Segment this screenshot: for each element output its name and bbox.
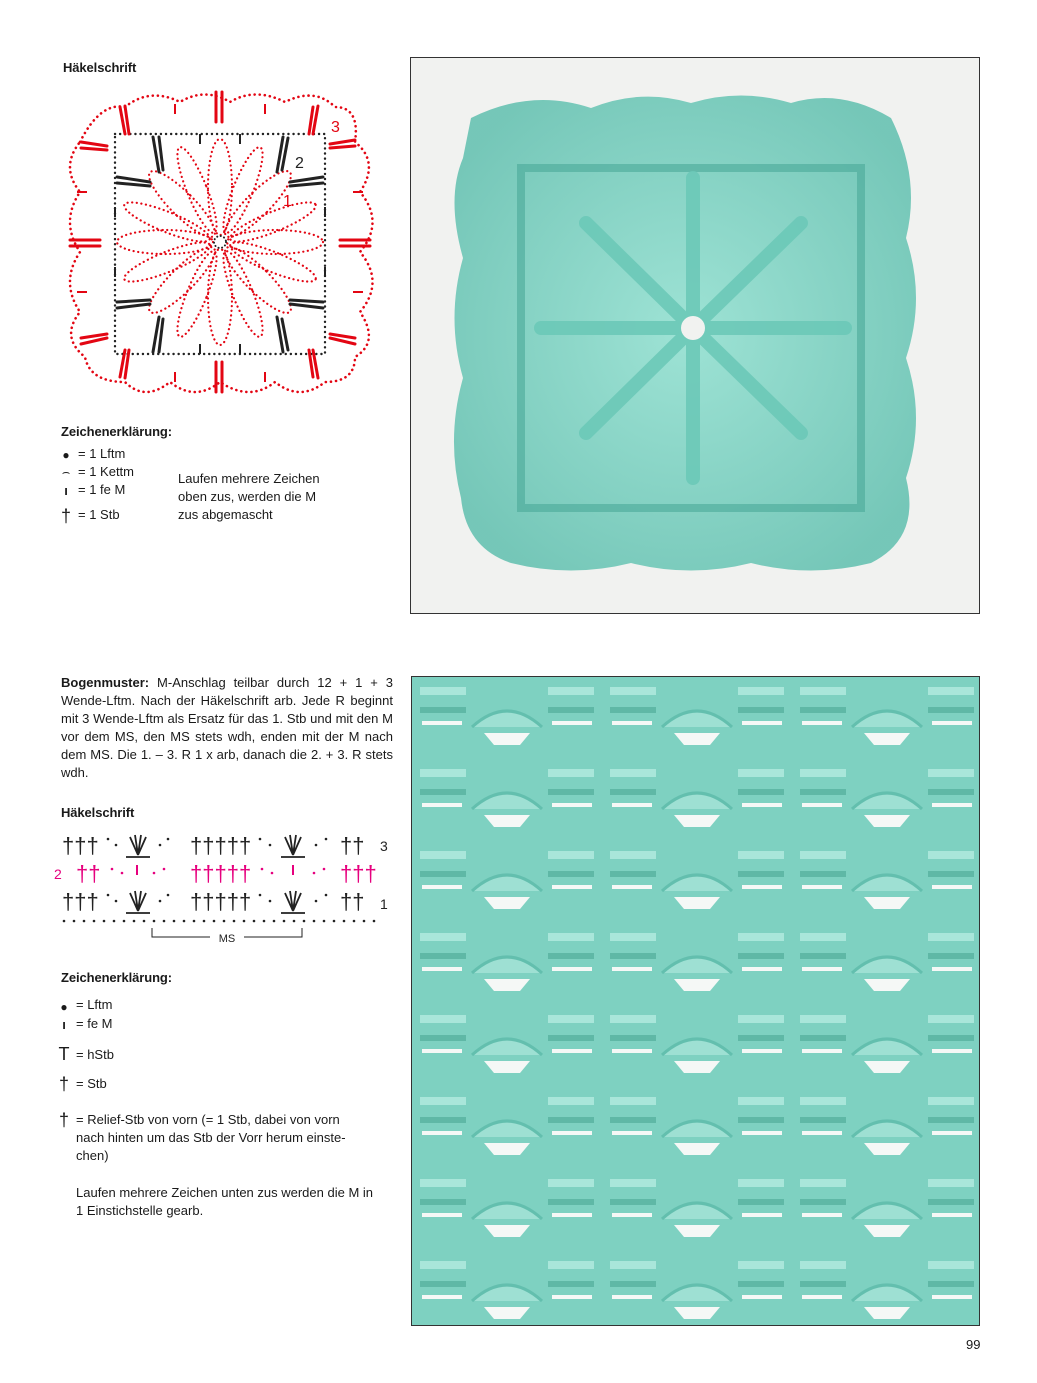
chain-icon: ● (62, 448, 70, 462)
single-crochet-icon: ı (62, 1017, 66, 1032)
legend-note-2: Laufen mehrere Zeichen unten zus werden die M in 1 Einstichstelle gearb. (76, 1185, 374, 1218)
half-double-crochet-icon: T (58, 1044, 70, 1064)
legend-item-stb: = Stb (76, 1076, 107, 1091)
arch-pattern-chart (50, 825, 395, 950)
svg-text:††: †† (76, 861, 101, 886)
row-label-2: 2 (54, 866, 62, 882)
row-label-3: 3 (380, 838, 388, 854)
chart-heading-1: Häkelschrift (63, 60, 137, 75)
svg-text:†††††: ††††† (190, 889, 252, 914)
legend-note-1: Laufen mehrere Zeichen oben zus, werden die M zus abgemascht (178, 471, 320, 522)
legend-heading-2: Zeichenerklärung: (61, 970, 172, 985)
square-motif-chart (55, 82, 390, 400)
front-post-double-crochet-icon: † (58, 1110, 69, 1130)
round-label-1: 1 (283, 193, 292, 210)
legend-item-fe-m: = 1 fe M (78, 482, 126, 497)
svg-text:†††: ††† (340, 861, 377, 886)
svg-text:†††††: ††††† (190, 833, 252, 858)
pattern-instructions: M-Anschlag teilbar durch 12 + 1 + 3 Wende-Lftm. Nach der Häkelschrift arb. Jede R beginnt mit 3 Wende-Lftm als Ersatz für das 1. Stb und mit den M vor dem MS, den MS stets wdh, enden mit der M nach dem MS. Die 1. – 3. R 1 x arb, danach die 2. + 3. R stets wdh. (61, 675, 393, 780)
single-crochet-icon: ı (64, 483, 68, 498)
svg-text:†††: ††† (62, 833, 99, 858)
round-label-2: 2 (295, 155, 304, 172)
legend-item-stb: = 1 Stb (78, 507, 120, 522)
repeat-label: MS (218, 933, 236, 945)
legend-heading-1: Zeichenerklärung: (61, 424, 172, 439)
arch-pattern-photo (411, 676, 980, 1326)
round-label-3: 3 (331, 119, 340, 136)
svg-text:†††: ††† (62, 889, 99, 914)
pattern-title: Bogenmuster: (61, 675, 150, 690)
legend-item-lftm: = 1 Lftm (78, 446, 126, 461)
granny-square-photo (410, 57, 980, 614)
legend-item-kettm: = 1 Kettm (78, 464, 134, 479)
legend-item-fe-m: = fe M (76, 1016, 113, 1031)
svg-text:†††††: ††††† (190, 861, 252, 886)
svg-text:††: †† (340, 889, 365, 914)
slip-stitch-icon: ⌢ (61, 464, 71, 479)
row-label-1: 1 (380, 896, 388, 912)
double-crochet-icon: † (60, 506, 71, 526)
legend-item-relief-stb: = Relief-Stb von vorn (= 1 Stb, dabei von vorn nach hinten um das Stb der Vorr herum einste-chen) (76, 1112, 346, 1163)
page-number: 99 (966, 1337, 981, 1352)
svg-text:††: †† (340, 833, 365, 858)
double-crochet-icon: † (58, 1074, 69, 1094)
legend-item-hstb: = hStb (76, 1047, 114, 1062)
chain-icon: ● (60, 1000, 68, 1014)
pattern-description (61, 674, 393, 782)
legend-item-lftm: = Lftm (76, 997, 113, 1012)
chart-heading-2: Häkelschrift (61, 805, 135, 820)
